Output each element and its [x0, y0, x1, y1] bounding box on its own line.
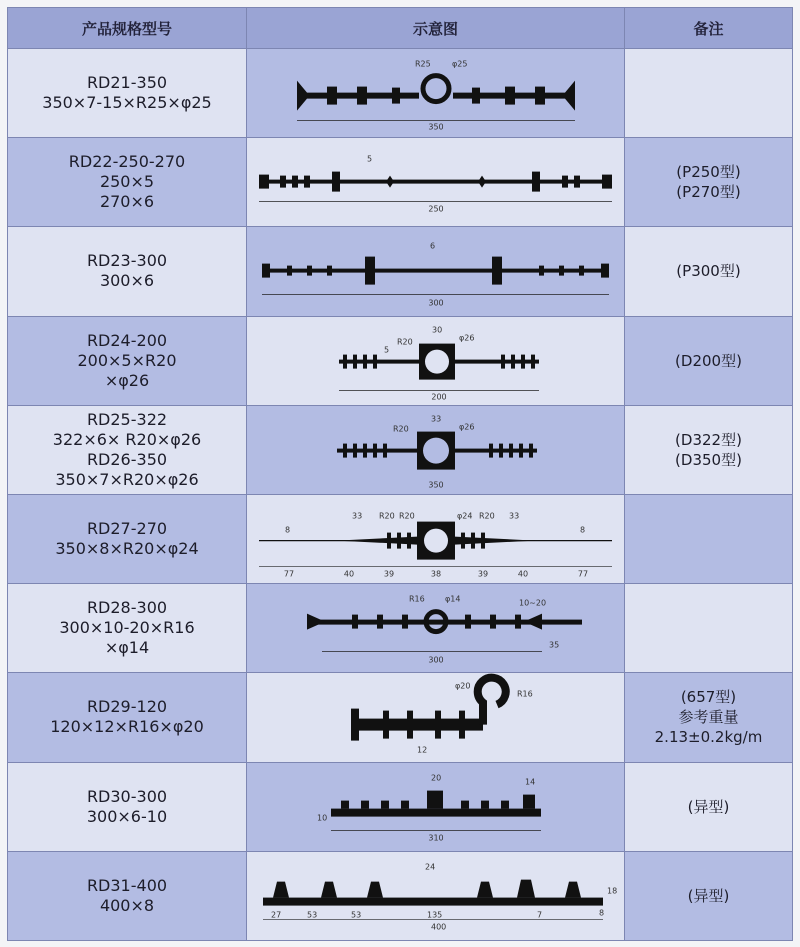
note-line: 2.13±0.2kg/m	[654, 728, 763, 747]
dim-label: 350	[428, 122, 444, 132]
note-line: (P250型)	[676, 163, 741, 182]
model-line: RD21-350	[86, 73, 168, 93]
waterstop-profile-rd30	[247, 763, 624, 851]
model-line: RD29-120	[86, 697, 168, 717]
note-cell-rd29	[625, 673, 792, 761]
model-line: RD27-270	[86, 519, 168, 539]
diagram-rd22	[247, 138, 624, 226]
model-cell-rd30	[8, 763, 246, 851]
diagram-rd31	[247, 852, 624, 940]
diagram-rd21	[247, 49, 624, 137]
dim-label: 12	[417, 745, 428, 755]
note-line: (异型)	[687, 886, 730, 905]
model-cell-rd28	[8, 584, 246, 672]
dim-label: 135	[427, 910, 443, 920]
model-line: ×φ14	[104, 638, 150, 658]
model-cell-rd23	[8, 227, 246, 315]
dim-label: R16	[517, 689, 533, 699]
note-cell-rd27	[625, 495, 792, 583]
dim-label: 53	[307, 910, 318, 920]
note-line: 参考重量	[678, 708, 739, 727]
note-line: (P270型)	[676, 183, 741, 202]
waterstop-profile-rd31	[247, 852, 624, 940]
dim-label: R20	[399, 511, 415, 521]
dim-label: φ26	[459, 333, 475, 343]
dim-label: 18	[607, 886, 618, 896]
dim-label: φ14	[445, 594, 461, 604]
dim-label: 6	[430, 241, 436, 251]
header-note: 备注	[625, 8, 792, 48]
waterstop-profile-rd27	[247, 495, 624, 583]
dim-label: 14	[525, 777, 536, 787]
dim-label: 10	[317, 813, 328, 823]
dim-label: 40	[343, 569, 355, 579]
dim-label: 400	[431, 922, 447, 932]
note-line: (D200型)	[675, 351, 742, 370]
model-line: RD24-200	[86, 330, 168, 350]
note-line: (D322型)	[675, 430, 742, 449]
dim-label: R25	[415, 59, 431, 69]
dim-label: 33	[352, 511, 363, 521]
dim-label: 350	[428, 480, 444, 490]
model-line: RD30-300	[86, 786, 168, 806]
model-line: RD22-250-270	[68, 152, 186, 172]
dim-label: 7	[537, 910, 543, 920]
model-line: 350×8×R20×φ24	[55, 539, 199, 559]
dim-label: 10~20	[519, 598, 547, 608]
note-cell-rd31	[625, 852, 792, 940]
model-line: RD28-300	[86, 598, 168, 618]
dim-label: 250	[428, 204, 444, 214]
note-cell-rd21	[625, 49, 792, 137]
model-line: ×φ26	[104, 370, 150, 390]
dim-label: 5	[384, 345, 390, 355]
model-cell-rd24	[8, 317, 246, 405]
header-model: 产品规格型号	[8, 8, 246, 48]
note-cell-rd25	[625, 406, 792, 494]
model-line: 300×6	[99, 271, 155, 291]
diagram-rd24	[247, 317, 624, 405]
dim-label: 30	[432, 325, 443, 335]
dim-label: 8	[599, 908, 605, 918]
dim-label: 53	[351, 910, 362, 920]
dim-label: 38	[430, 569, 442, 579]
note-line: (P300型)	[676, 262, 741, 281]
note-cell-rd23	[625, 227, 792, 315]
dim-label: 40	[517, 569, 529, 579]
waterstop-profile-rd25	[247, 406, 624, 494]
dim-label: 20	[431, 773, 442, 783]
model-line: 300×10-20×R16	[59, 618, 195, 638]
dim-label: 35	[549, 640, 560, 650]
dim-label: φ26	[459, 422, 475, 432]
model-line: 120×12×R16×φ20	[50, 717, 204, 737]
model-line: RD26-350	[86, 449, 168, 469]
header-diagram: 示意图	[247, 8, 624, 48]
dim-label: R20	[379, 511, 395, 521]
model-line: 300×6-10	[86, 806, 168, 826]
model-line: 200×5×R20	[77, 350, 177, 370]
model-line: 350×7-15×R25×φ25	[42, 93, 212, 113]
model-line: 400×8	[99, 895, 155, 915]
model-line: 270×6	[99, 192, 155, 212]
model-cell-rd22	[8, 138, 246, 226]
dim-label: 300	[428, 298, 444, 308]
dim-label: R20	[397, 337, 413, 347]
dim-label: 39	[477, 569, 489, 579]
diagram-rd23	[247, 227, 624, 315]
dim-label: R20	[479, 511, 495, 521]
note-line: (D350型)	[675, 450, 742, 469]
dim-label: 24	[425, 862, 436, 872]
diagram-rd27	[247, 495, 624, 583]
model-cell-rd27	[8, 495, 246, 583]
dim-label: 33	[431, 414, 442, 424]
model-cell-rd29	[8, 673, 246, 761]
note-line: (657型)	[680, 688, 737, 707]
dim-label: 33	[509, 511, 520, 521]
model-line: 322×6× R20×φ26	[52, 429, 202, 449]
dim-label: 77	[577, 569, 589, 579]
spec-table	[7, 7, 793, 941]
model-cell-rd21	[8, 49, 246, 137]
dim-label: 300	[428, 655, 444, 665]
dim-label: φ25	[452, 59, 468, 69]
dim-label: 310	[428, 833, 444, 843]
model-line: RD25-322	[86, 409, 168, 429]
waterstop-profile-rd28	[247, 584, 624, 672]
dim-label: 27	[271, 910, 282, 920]
dim-label: 77	[283, 569, 295, 579]
model-line: RD23-300	[86, 251, 168, 271]
note-cell-rd28	[625, 584, 792, 672]
dim-label: 39	[383, 569, 395, 579]
dim-label: 8	[285, 525, 291, 535]
dim-label: φ20	[455, 681, 471, 691]
diagram-rd29	[247, 673, 624, 761]
dim-label: 8	[580, 525, 586, 535]
note-cell-rd24	[625, 317, 792, 405]
note-line: (异型)	[687, 797, 730, 816]
dim-label: 200	[431, 392, 447, 402]
note-cell-rd22	[625, 138, 792, 226]
waterstop-profile-rd21	[247, 49, 624, 137]
model-cell-rd31	[8, 852, 246, 940]
dim-label: R20	[393, 424, 409, 434]
diagram-rd28	[247, 584, 624, 672]
diagram-rd25	[247, 406, 624, 494]
diagram-rd30	[247, 763, 624, 851]
model-line: RD31-400	[86, 875, 168, 895]
waterstop-profile-rd29	[247, 673, 624, 761]
dim-label: R16	[409, 594, 425, 604]
waterstop-profile-rd24	[247, 317, 624, 405]
note-cell-rd30	[625, 763, 792, 851]
model-line: 250×5	[99, 172, 155, 192]
waterstop-profile-rd23	[247, 227, 624, 315]
waterstop-profile-rd22	[247, 138, 624, 226]
model-line: 350×7×R20×φ26	[55, 469, 199, 489]
dim-label: 5	[367, 154, 373, 164]
model-cell-rd25	[8, 406, 246, 494]
dim-label: φ24	[457, 511, 473, 521]
